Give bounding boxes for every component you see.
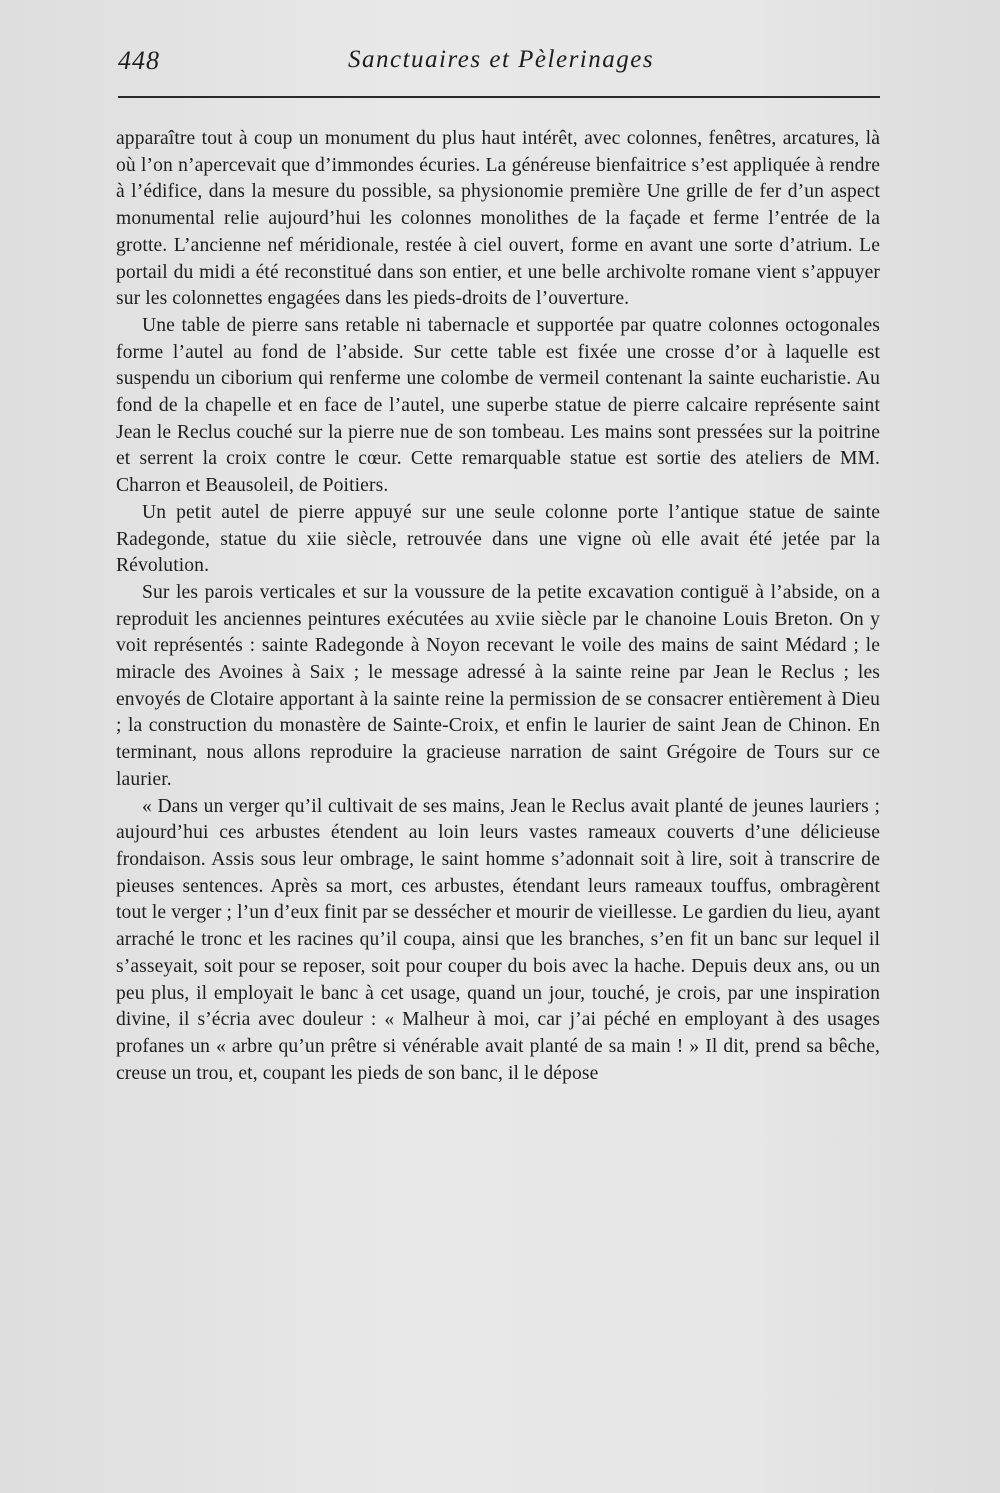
running-title: Sanctuaires et Pèlerinages [348,46,655,73]
body-text [116,126,880,1087]
paragraph-small-altar: Un petit autel de pierre appuyé sur une seule colonne porte l’antique statue de sainte Radegonde, statue du xiie siècle, retrouvée dans une vigne où elle avait été jetée par la Révolution. [116,501,880,577]
paragraph-quotation: « Dans un verger qu’il cultivait de ses mains, Jean le Reclus avait planté de jeunes lauriers ; aujourd’hui ces arbustes étendent au loin leurs vastes rameaux couverts d’une délicieuse frondaison. Assis sous leur ombrage, le saint homme s’adonnait soit à lire, soit à transcrire de pieuses sentences. Après sa mort, ces arbustes, étendant leurs rameaux touffus, ombragèrent tout le verger ; l’un d’eux finit par se dessécher et mourir de vieillesse. Le gardien du lieu, ayant arraché le tronc et les racines qu’il coupa, ainsi que les branches, s’en fit un banc sur lequel il s’asseyait, soit pour se reposer, soit pour couper du bois avec la hache. Depuis deux ans, ou un peu plus, il employait le banc à cet usage, quand un jour, touché, je crois, par une inspiration divine, il s’écria avec douleur : « Malheur à moi, car j’ai péché en employant à des usages profanes un « arbre qu’un prêtre si vénérable avait planté de sa main ! » Il dit, prend sa bêche, creuse un trou, et, coupant les pieds de son banc, il le dépose [116,795,880,1084]
paragraph-paintings: Sur les parois verticales et sur la voussure de la petite excavation contiguë à l’abside, on a reproduit les anciennes peintures exécutées au xviie siècle par le chanoine Louis Breton. On y voit représentés : sainte Radegonde à Noyon recevant le voile des mains de saint Médard ; le miracle des Avoines à Saix ; le message adressé à la sainte reine par Jean le Reclus ; les envoyés de Clotaire apportant à la sainte reine la permission de se consacrer entièrement à Dieu ; la construction du monastère de Sainte-Croix, et enfin le laurier de saint Jean de Chinon. En terminant, nous allons reproduire la gracieuse narration de saint Grégoire de Tours sur ce laurier. [116,581,880,790]
paragraph-continuation: apparaître tout à coup un monument du plus haut intérêt, avec colonnes, fenêtres, arcatures, là où l’on n’apercevait que d’immondes écuries. La généreuse bienfaitrice s’est appliquée à rendre à l’édifice, dans la mesure du possible, sa physionomie première Une grille de fer d’un aspect monumental relie aujourd’hui les colonnes monolithes de la façade et ferme l’entrée de la grotte. L’ancienne nef méridionale, restée à ciel ouvert, forme en avant une sorte d’atrium. Le portail du midi a été reconstitué dans son entier, et une belle archivolte romane vient s’appuyer sur les colonnettes engagées dans les pieds-droits de l’ouverture. [116,128,880,310]
header-rule [118,96,880,98]
paragraph-altar: Une table de pierre sans retable ni tabernacle et supportée par quatre colonnes octogonales forme l’autel au fond de l’abside. Sur cette table est fixée une crosse d’or à laquelle est suspendu un ciborium qui renferme une colombe de vermeil contenant la sainte eucharistie. Au fond de la chapelle et en face de l’autel, une superbe statue de pierre calcaire représente saint Jean le Reclus couché sur la pierre nue de son tombeau. Les mains sont pressées sur la poitrine et serrent la croix contre le cœur. Cette remarquable statue est sortie des ateliers de MM. Charron et Beausoleil, de Poitiers. [116,314,880,497]
running-header [118,46,880,86]
page-number: 448 [118,46,160,75]
